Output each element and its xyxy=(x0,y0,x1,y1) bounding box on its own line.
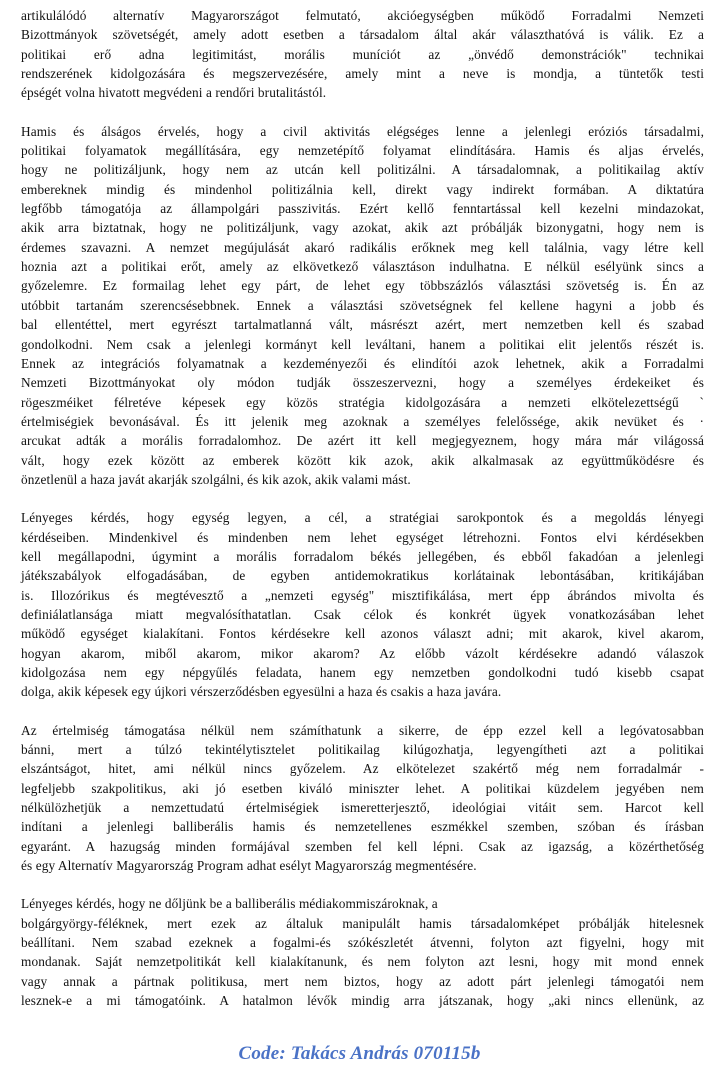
text-line: rendszerének kidolgozására és megszervezésére, amely mint a neve is mondja, a tüntetők testi xyxy=(21,66,704,82)
text-line: utóbbit tartanám szerencsésebbnek. Ennek a választási szövetségnek fel kellene hagyni a jobb és xyxy=(21,297,704,313)
text-line: vált, hogy ezek között az emberek között kik azok, akik alkalmasak az együttműködésre és xyxy=(21,452,704,468)
text-line: akik arra biztatnak, hogy ne politizáljunk, vagy azokat, akik azt próbálják bizonygatni, hogy nem is xyxy=(21,220,704,236)
text-line: értelmiségiek bevonásával. És itt jelenik meg azoknak a személyes felelőssége, akik nevüket és · xyxy=(21,413,704,429)
paragraph xyxy=(21,508,704,701)
text-line: érdemes szavazni. A nemzet megújulását akaró radikális erőknek meg kell találnia, vagy létre kell xyxy=(21,239,704,255)
paragraph xyxy=(21,122,704,490)
text-line: mondanak. Saját nemzetpolitikát kell kialakítanunk, és nem folyton azt lesni, hogy mit mond ennek xyxy=(21,954,704,970)
text-line: és egy Alternatív Magyarország Program adhat esélyt Magyarország megmentésére. xyxy=(21,858,477,874)
text-line: épségét volna hivatott megvédeni a rendőri brutalitástól. xyxy=(21,85,327,101)
text-line: kérdéseiben. Mindenkivel és mindenben nem lehet egységet létrehozni. Fontos elvi kérdésekben xyxy=(21,529,704,545)
text-line: Lényeges kérdés, hogy egység legyen, a cél, a stratégiai sarokpontok és a megoldás lényegi xyxy=(21,510,704,526)
text-line: bal ellentéttel, mert egyrészt tartalmatlanná vált, másrészt azért, mert nemzetben kell és szabad xyxy=(21,317,704,333)
text-line: beállítani. Nem szabad ezeknek a fogalmi-és szókészletét átvenni, folyton azt figyelni, hogy mit xyxy=(21,935,704,951)
text-line: egyaránt. A hazugság minden formájával szemben fel kell lépni. Csak az igazság, a közérthetőség xyxy=(21,838,704,854)
text-line: Lényeges kérdés, hogy ne dőljünk be a balliberális médiakommiszároknak, a xyxy=(21,896,438,912)
text-line: működő egységet kialakítani. Fontos kérdésekre kell azonos választ adni; mit akarok, kivel akarom, xyxy=(21,626,704,642)
text-line: hoznia azt a politikai erőt, amely az elkövetkező választáson indulhatna. E nélkül esélyünk sincs a xyxy=(21,259,704,275)
text-line: artikulálódó alternatív Magyarországot felmutató, akcióegységben működő Forradalmi Nemzeti xyxy=(21,8,704,23)
text-line: győzelemre. Ez formailag lehet egy párt, de lehet egy többszázlós választási szövetség is. Én az xyxy=(21,278,704,294)
document-body xyxy=(21,6,704,1011)
text-line: elszántságot, hitet, ami nélkül nincs győzelem. Az elkötelezet szakértő még nem forradalmár - xyxy=(21,761,704,777)
text-line: dolga, akik képesek egy újkori vérszerződésben egyesülni a haza és csakis a haza javára. xyxy=(21,684,502,700)
text-line: arcukat adták a morális forradalomhoz. De azért itt kell megjegyeznem, hogy mára már világossá xyxy=(21,433,704,449)
text-line: embereknek mindig és mindenhol politizálnia kell, direkt vagy indirekt formában. A diktatúra xyxy=(21,181,704,197)
paragraph xyxy=(21,6,704,103)
text-line: Nemzeti Bizottmányokat oly módon tudják összeszervezni, hogy a személyes érdekeiket és xyxy=(21,375,704,391)
text-line: Az értelmiség támogatása nélkül nem számíthatunk a sikerre, de épp ezzel kell a legóvatosabban xyxy=(21,722,704,738)
text-line: játékszabályok elfogadásában, de egyben antidemokratikus korlátainak lebontásában, kritikájában xyxy=(21,568,704,584)
text-line: legfeljebb szakpolitikus, aki jó esetben kiváló miniszter lehet. A politikai küzdelem jegyében nem xyxy=(21,780,704,796)
text-line: kell megállapodni, úgymint a morális forradalom békés jellegében, és ebből fakadóan a jelenlegi xyxy=(21,548,704,564)
text-line: politikai folyamatok megállítására, egy nemzetépítő folyamat elindítására. Hamis és aljas érvelés, xyxy=(21,143,704,159)
text-line: Ennek az integrációs folyamatnak a kezdeményezői és elindítói azok lehetnek, akik a Forradalmi xyxy=(21,355,704,371)
text-line: Hamis és álságos érvelés, hogy a civil aktivitás elégséges lenne a jelenlegi eróziós társadalmi, xyxy=(21,123,704,139)
text-line: kidolgozása nem egy népgyűlés feladata, hanem egy nemzetben gondolkodni tudó kisebb csapat xyxy=(21,665,704,680)
text-line: definiálatlansága miatt megvalósíthatatlan. Csak célok és konkrét ügyek vonatkozásában lehet xyxy=(21,606,704,622)
text-line: indítani a jelenlegi balliberális hamis és nemzetellenes eszmékkel szemben, szóban és írásban xyxy=(21,819,704,835)
text-line: Bizottmányok szövetségét, amely adott esetben a társadalom által akár választhatóvá is válik. Ez a xyxy=(21,27,704,43)
text-line: bolgárgyörgy-féléknek, mert ezek az általuk manipulált hamis társadalomképet próbálják hitelesnek xyxy=(21,915,704,931)
document-code-footer: Code: Takács András 070115b xyxy=(238,1043,481,1064)
text-line: hogyan akarom, miből akarom, mikor akarom? Az előbb vázolt kérdésekre adandó válaszok xyxy=(21,645,704,661)
text-line: nélkülözhetjük a nemzettudatú értelmiségiek ismeretterjesztő, ideológiai vitáit sem. Harcot kell xyxy=(21,800,704,816)
text-line: vagy annak a pártnak politikusa, mert nem biztos, hogy az adott párt jelenlegi támogatói nem xyxy=(21,973,704,989)
text-line: hogy ne politizáljunk, hogy nem az utcán kell politizálni. A társadalomnak, a politikailag aktív xyxy=(21,162,704,178)
text-line: gondolkodni. Nem csak a jelenlegi kormányt kell leváltani, hanem a politikai elit jelentős részét is. xyxy=(21,336,704,352)
text-line: bánni, mert a túlzó tekintélytisztelet politikailag kilúgozhatja, legyengítheti azt a politikai xyxy=(21,742,704,758)
text-line: is. Illozórikus és megtévesztő a „nemzeti egység" misztifikálása, mert épp ábrándos mivolta és xyxy=(21,587,704,603)
text-line: politikai erő adna legitimitást, morális muníciót az „önvédő demonstrációk" technikai xyxy=(21,46,704,62)
text-line: legfőbb támogatója az állampolgári passzivitás. Ezért kellő fenntartással kell kezelni mindazokat, xyxy=(21,201,704,217)
text-line: önzetlenül a haza javát akarják szolgálni, és kik azok, akik valami mást. xyxy=(21,471,411,487)
paragraph xyxy=(21,894,704,1010)
text-line: rögeszméiket félretéve képesek egy közös stratégia kidolgozására a nemzeti elkötelezettségű ` xyxy=(21,394,704,410)
paragraph xyxy=(21,721,704,876)
text-line: lesznek-e a mi támogatóink. A hatalmon lévők mindig arra játszanak, hogy „aki nincs ellenünk, az xyxy=(21,993,704,1009)
